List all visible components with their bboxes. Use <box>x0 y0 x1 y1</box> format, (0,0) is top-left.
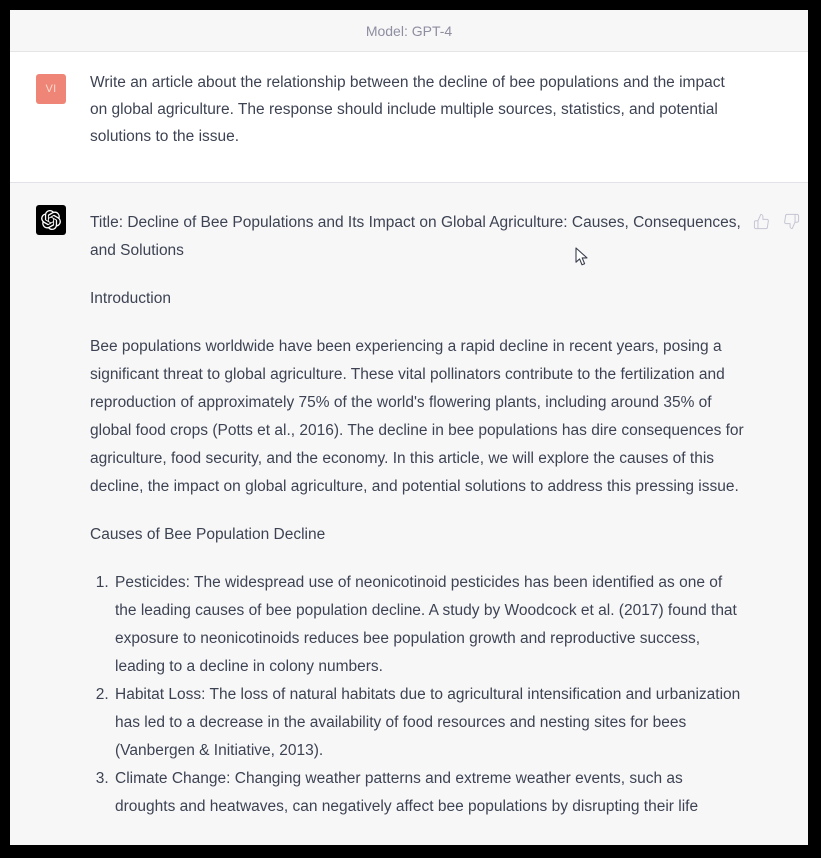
assistant-message-body <box>90 209 745 817</box>
response-title: Title: Decline of Bee Populations and Its Impact on Global Agriculture: Causes, Consequences, and Solutions <box>90 214 741 259</box>
thumbs-down-button[interactable] <box>783 213 800 230</box>
user-avatar-initials: VI <box>45 83 57 95</box>
user-avatar <box>36 74 66 104</box>
intro-paragraph: Bee populations worldwide have been experiencing a rapid decline in recent years, posing a significant threat to global agriculture. These vital pollinators contribute to the fertilization and reproduction of approximately 75% of the world's flowering plants, including around 35% of global food crops (Potts et al., 2016). The decline in bee populations has dire consequences for agriculture, food security, and the economy. In this article, we will explore the causes of this decline, the impact on global agriculture, and potential solutions to address this pressing issue. <box>90 338 744 495</box>
model-title: Model: GPT-4 <box>365 22 453 39</box>
openai-logo-icon <box>41 210 61 230</box>
thumbs-down-icon <box>783 218 800 233</box>
causes-heading: Causes of Bee Population Decline <box>90 526 326 543</box>
causes-list <box>90 569 745 821</box>
user-message-row <box>10 52 808 183</box>
chat-window <box>10 10 808 845</box>
thumbs-up-button[interactable] <box>753 213 770 230</box>
list-item: 1. Pesticides: The widespread use of neonicotinoid pesticides has been identified as one of the leading causes of bee population decline. A study by Woodcock et al. (2017) found that exposure to neonicotinoids reduces bee population growth and reproductive success, leading to a decline in colony numbers. <box>113 569 745 681</box>
assistant-avatar <box>36 205 66 235</box>
model-header <box>10 10 808 52</box>
list-item: 3. Climate Change: Changing weather patterns and extreme weather events, such as droughts and heatwaves, can negatively affect bee populations by disrupting their life <box>113 765 745 821</box>
feedback-actions <box>753 213 800 230</box>
thumbs-up-icon <box>753 218 770 233</box>
user-message-text: Write an article about the relationship between the decline of bee populations and the impact on global agriculture. The response should include multiple sources, statistics, and potential solutions to the issue. <box>90 74 725 145</box>
list-item: 2. Habitat Loss: The loss of natural habitats due to agricultural intensification and urbanization has led to a decrease in the availability of food resources and nesting sites for bees (Vanbergen & Initiative, 2013). <box>113 681 745 765</box>
intro-heading: Introduction <box>90 290 171 307</box>
assistant-message-row <box>10 183 808 845</box>
